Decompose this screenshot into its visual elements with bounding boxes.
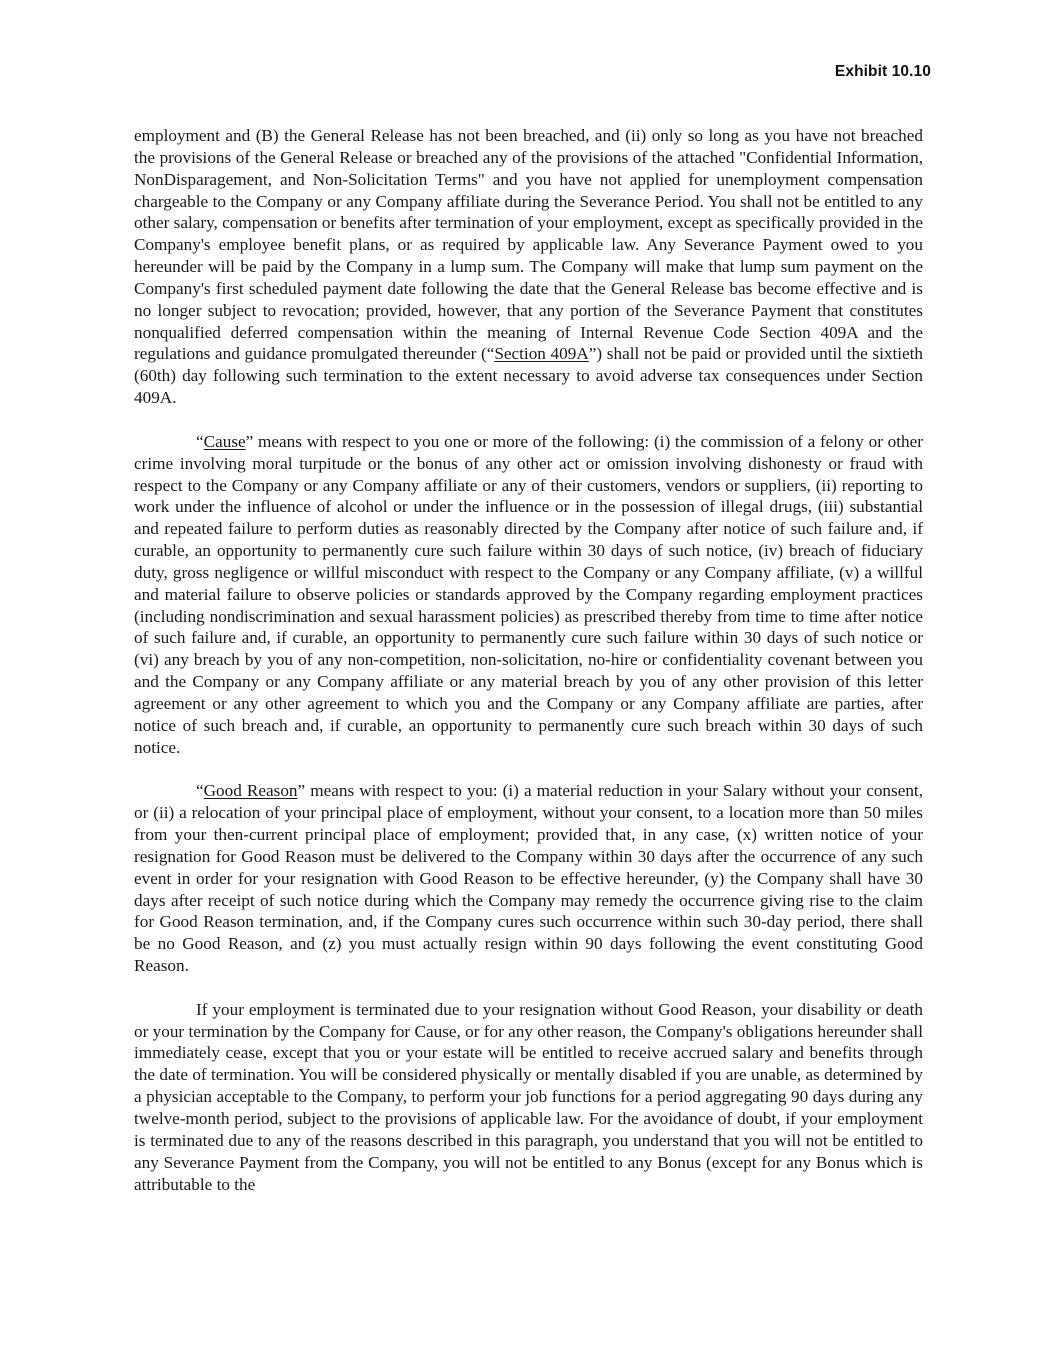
- open-quote: “: [196, 781, 204, 801]
- defined-term-section-409a: Section 409A: [494, 344, 589, 364]
- defined-term-good-reason: Good Reason: [203, 781, 298, 801]
- paragraph-good-reason-definition: [134, 780, 923, 977]
- paragraph-text: ” means with respect to you: (i) a material reduction in your Salary without your consent, or (ii) a relocation of your principal place of employment, without your consent, to a location more than 50 miles from your then-current principal place of employment; provided that, in any case, (x) written notice of your resignation for Good Reason must be delivered to the Company within 30 days after the occurrence of any such event in order for your resignation with Good Reason to be effective hereunder, (y) the Company shall have 30 days after receipt of such notice during which the Company may remedy the occurrence giving rise to the claim for Good Reason termination, and, if the Company cures such occurrence within such 30-day period, there shall be no Good Reason, and (z) you must actually resign within 90 days following the event constituting Good Reason.: [134, 781, 923, 976]
- paragraph-termination: [134, 999, 923, 1196]
- paragraph-cause-definition: [134, 431, 923, 759]
- document-body: [134, 125, 923, 1217]
- paragraph-text: ”) shall not be paid or provided until the sixtieth (60th) day following such termination to the extent necessary to avoid adverse tax consequences under Section 409A.: [134, 344, 923, 408]
- paragraph-text: employment and (B) the General Release has not been breached, and (ii) only so long as you have not breached the provisions of the General Release or breached any of the provisions of the attached "Confidential Information, NonDisparagement, and Non-Solicitation Terms" and you have not applied for unemployment compensation chargeable to the Company or any Company affiliate during the Severance Period. You shall not be entitled to any other salary, compensation or benefits after termination of your employment, except as specifically provided in the Company's employee benefit plans, or as required by applicable law. Any Severance Payment owed to you hereunder will be paid by the Company in a lump sum. The Company will make that lump sum payment on the Company's first scheduled payment date following the date that the General Release bas become effective and is no longer subject to revocation; provided, however, that any portion of the Severance Payment that constitutes nonqualified deferred compensation within the meaning of Internal Revenue Code Section 409A and the regulations and guidance promulgated thereunder (“: [134, 126, 923, 364]
- paragraph-text: ” means with respect to you one or more of the following: (i) the commission of a felony or other crime involving moral turpitude or the bonus of any other act or omission involving dishonesty or fraud with respect to the Company or any Company affiliate or any of their customers, vendors or suppliers, (ii) reporting to work under the influence of alcohol or under the influence or in the possession of illegal drugs, (iii) substantial and repeated failure to perform duties as reasonably directed by the Company after notice of such failure and, if curable, an opportunity to permanently cure such failure within 30 days of such notice, (iv) breach of fiduciary duty, gross negligence or willful misconduct with respect to the Company or any Company affiliate, (v) a willful and material failure to observe policies or standards approved by the Company regarding employment practices (including nondiscrimination and sexual harassment policies) as prescribed thereby from time to time after notice of such failure and, if curable, an opportunity to permanently cure such failure within 30 days of such notice or (vi) any breach by you of any non-competition, non-solicitation, no-hire or confidentiality covenant between you and the Company or any Company affiliate or any material breach by you of any other provision of this letter agreement or any other agreement to which you and the Company or any Company affiliate are parties, after notice of such breach and, if curable, an opportunity to permanently cure such breach within 30 days of such notice.: [134, 431, 923, 757]
- exhibit-label: Exhibit 10.10: [834, 63, 931, 80]
- defined-term-cause: Cause: [203, 431, 246, 451]
- open-quote: “: [196, 431, 204, 451]
- paragraph-severance-payment: [134, 125, 923, 409]
- paragraph-text: If your employment is terminated due to your resignation without Good Reason, your disability or death or your termination by the Company for Cause, or for any other reason, the Company's obligations hereunder shall immediately cease, except that you or your estate will be entitled to receive accrued salary and benefits through the date of termination. You will be considered physically or mentally disabled if you are unable, as determined by a physician acceptable to the Company, to perform your job functions for a period aggregating 90 days during any twelve-month period, subject to the provisions of applicable law. For the avoidance of doubt, if your employment is terminated due to any of the reasons described in this paragraph, you understand that you will not be entitled to any Severance Payment from the Company, you will not be entitled to any Bonus (except for any Bonus which is attributable to the: [134, 999, 923, 1194]
